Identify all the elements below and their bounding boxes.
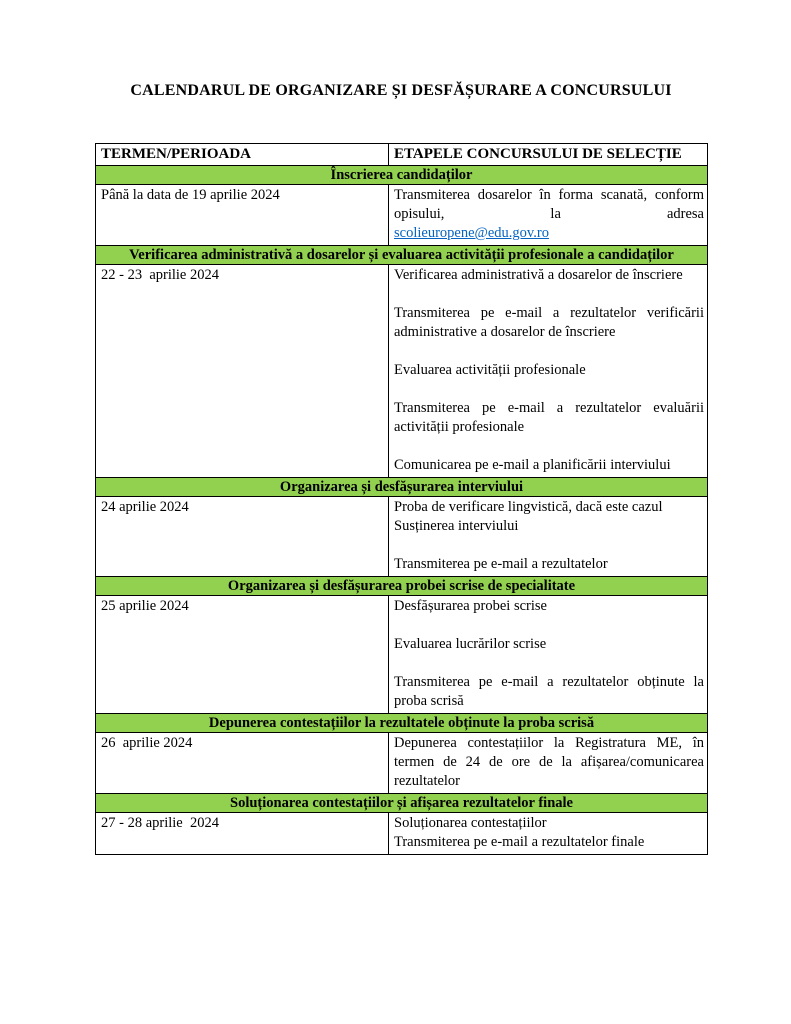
- section-heading-solutionare: Soluționarea contestațiilor și afișarea rezultatelor finale: [96, 794, 708, 813]
- term-cell: [96, 813, 389, 855]
- stage-paragraph: [394, 616, 704, 635]
- stage-paragraph: [394, 437, 704, 456]
- stage-cell: [389, 185, 708, 246]
- term-cell: [96, 596, 389, 714]
- term-text: 26 aprilie 2024: [101, 735, 193, 751]
- stage-paragraph: Evaluarea lucrărilor scrise: [394, 636, 547, 652]
- term-cell: [96, 497, 389, 577]
- calendar-table-wrap: [95, 143, 708, 855]
- schedule-row: [96, 497, 708, 577]
- schedule-row: [96, 185, 708, 246]
- schedule-row: [96, 733, 708, 794]
- stage-paragraph: Transmiterea pe e-mail a rezultatelor finale: [394, 834, 645, 850]
- stage-paragraph: Comunicarea pe e-mail a planificării interviului: [394, 457, 671, 473]
- section-heading-verificarea: Verificarea administrativă a dosarelor și evaluarea activității profesionale a candidaților: [96, 246, 708, 265]
- stage-cell: [389, 733, 708, 794]
- section-heading-interviu: Organizarea și desfășurarea interviului: [96, 478, 708, 497]
- calendar-table: [95, 143, 708, 855]
- stage-paragraph: Verificarea administrativă a dosarelor de înscriere: [394, 267, 683, 283]
- stage-paragraph: Susținerea interviului: [394, 518, 519, 534]
- section-heading-row: [96, 794, 708, 813]
- page-title: CALENDARUL DE ORGANIZARE ȘI DESFĂȘURARE A CONCURSULUI: [130, 82, 672, 99]
- stage-paragraph: [394, 342, 704, 361]
- stage-paragraph: Transmiterea pe e-mail a rezultatelor verificării administrative a dosarelor de înscriere: [394, 305, 704, 340]
- stage-paragraph: Depunerea contestațiilor la Registratura ME, în termen de 24 de ore de la afișarea/comunicarea rezultatelor: [394, 735, 704, 789]
- schedule-row: [96, 265, 708, 478]
- term-cell: [96, 265, 389, 478]
- stage-paragraph: Soluționarea contestațiilor: [394, 815, 547, 831]
- term-text: 27 - 28 aprilie 2024: [101, 815, 219, 831]
- stage-cell: [389, 265, 708, 478]
- stage-paragraph: Transmiterea pe e-mail a rezultatelor evaluării activității profesionale: [394, 400, 704, 435]
- stage-paragraph: Transmiterea pe e-mail a rezultatelor obținute la proba scrisă: [394, 674, 704, 709]
- stage-paragraph: [394, 186, 704, 243]
- stage-paragraph: Proba de verificare lingvistică, dacă este cazul: [394, 499, 663, 515]
- col-header-etapele: ETAPELE CONCURSULUI DE SELECȚIE: [389, 144, 708, 166]
- term-cell: [96, 733, 389, 794]
- section-heading-row: [96, 478, 708, 497]
- section-heading-inscrierea: Înscrierea candidaților: [96, 166, 708, 185]
- section-heading-proba-scrisa: Organizarea și desfășurarea probei scrise de specialitate: [96, 577, 708, 596]
- term-text: 22 - 23 aprilie 2024: [101, 267, 219, 283]
- schedule-row: [96, 813, 708, 855]
- section-heading-row: [96, 714, 708, 733]
- stage-paragraph: Evaluarea activității profesionale: [394, 362, 586, 378]
- email-link[interactable]: scolieuropene@edu.gov.ro: [394, 225, 549, 241]
- term-text: Până la data de 19 aprilie 2024: [101, 187, 280, 203]
- term-cell: [96, 185, 389, 246]
- stage-cell: [389, 596, 708, 714]
- stage-paragraph: [394, 654, 704, 673]
- term-text: 24 aprilie 2024: [101, 499, 189, 515]
- stage-paragraph: [394, 536, 704, 555]
- stage-paragraph: Desfășurarea probei scrise: [394, 598, 547, 614]
- term-text: 25 aprilie 2024: [101, 598, 189, 614]
- stage-paragraph: Transmiterea pe e-mail a rezultatelor: [394, 556, 608, 572]
- col-header-termen: TERMEN/PERIOADA: [96, 144, 389, 166]
- section-heading-row: [96, 577, 708, 596]
- stage-cell: [389, 813, 708, 855]
- stage-paragraph: [394, 285, 704, 304]
- section-heading-row: [96, 166, 708, 185]
- stage-text: Transmiterea dosarelor în forma scanată, conform opisului, la adresa: [394, 187, 704, 222]
- section-heading-row: [96, 246, 708, 265]
- section-heading-contestatii: Depunerea contestațiilor la rezultatele obținute la proba scrisă: [96, 714, 708, 733]
- stage-cell: [389, 497, 708, 577]
- header-row: [96, 144, 708, 166]
- schedule-row: [96, 596, 708, 714]
- stage-paragraph: [394, 380, 704, 399]
